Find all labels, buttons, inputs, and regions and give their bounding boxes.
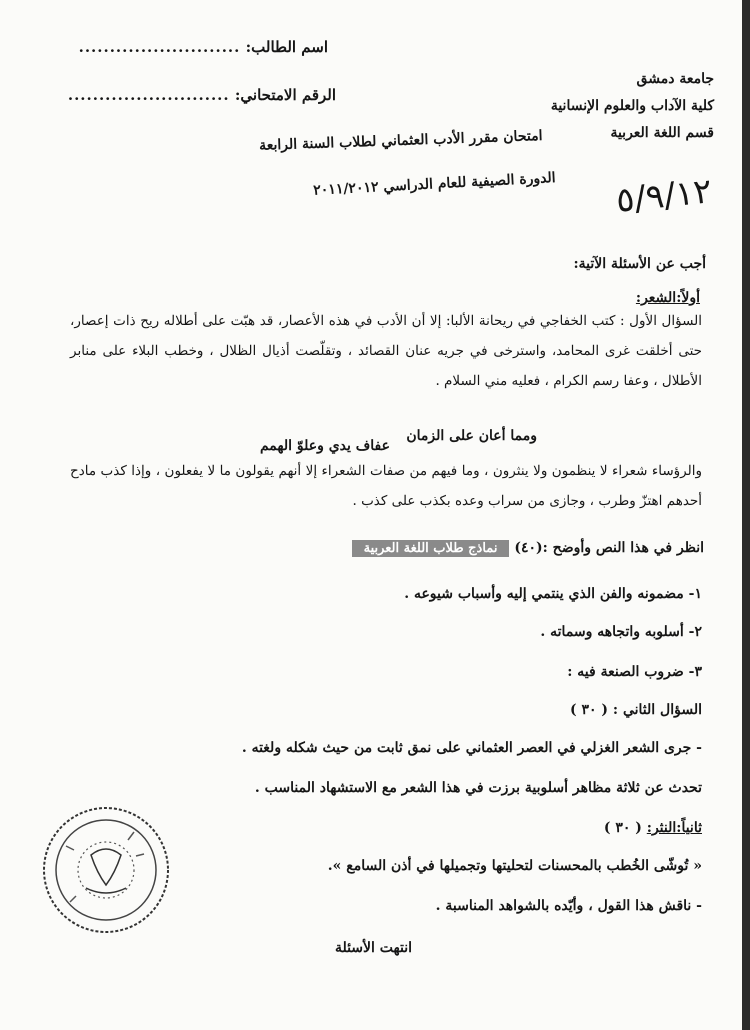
- faculty-name: كلية الآداب والعلوم الإنسانية: [550, 98, 714, 114]
- question-1-text-continued: والرؤساء شعراء لا ينظمون ولا ينثرون ، وما فيهم من صفات الشعراء إلا أنهم يقولون ما لا يفعلون ، وإذا كذب مادح أحدهم اهتزّ وطرب ، وجازى من سراب وعده بكذب على كذب .: [70, 463, 702, 509]
- question-item-2: ٢- أسلوبه واتجاهه وسماته .: [540, 624, 702, 640]
- analyze-prompt-line: [324, 540, 704, 557]
- exam-number-dots: ..........................: [67, 86, 230, 104]
- student-name-label: اسم الطالب:: [245, 38, 328, 56]
- question-item-3: ٣- ضروب الصنعة فيه :: [567, 664, 702, 680]
- university-header: [551, 66, 714, 147]
- end-of-questions: انتهت الأسئلة: [334, 940, 412, 956]
- question-2-heading: السؤال الثاني : ( ٣٠ ): [570, 702, 702, 718]
- student-name-line: [79, 38, 328, 56]
- exam-session: الدورة الصيفية للعام الدراسي ٢٠١١/٢٠١٢: [313, 170, 557, 199]
- section-prose-label: ثانياً:النثر:: [646, 820, 702, 836]
- section-poetry-heading: أولاً:الشعر:: [635, 290, 700, 306]
- question-1-text: السؤال الأول : كتب الخفاجي في ريحانة الألبا: إلا أن الأدب في هذه الأعصار، قد هبّت على أطلاله ريح ذات إعصار، حتى أخلقت غرى المحامد، واسترخى في جريه عنان القصائد ، وتقلّصت أذيال الظلال ، وخطب البلاء على منابر الأطلال ، وعفا رسم الكرام ، فعليه مني السلام .: [70, 313, 702, 389]
- section-prose-marks: ( ٣٠ ): [603, 820, 642, 836]
- course-title: امتحان مقرر الأدب العثماني لطلاب السنة الرابعة: [258, 128, 543, 154]
- analyze-prompt: انظر في هذا النص وأوضح :(٤٠): [514, 540, 704, 556]
- handwritten-date: ٥/٩/١٢: [614, 171, 714, 221]
- question-2-text: - جرى الشعر الغزلي في العصر العثماني على نمق ثابت من حيث شكله ولغته .: [241, 740, 702, 756]
- exam-number-label: الرقم الامتحاني:: [234, 86, 336, 104]
- exam-number-line: [68, 86, 336, 104]
- department-stamp: نماذج طلاب اللغة العربية: [352, 540, 510, 557]
- verse-second-half: عفاف يدي وعلوّ الهمم: [259, 438, 390, 454]
- section-prose-heading: [604, 820, 702, 836]
- prose-task: - ناقش هذا القول ، وأيّده بالشواهد المناسبة .: [435, 898, 702, 914]
- student-name-dots: ..........................: [78, 38, 241, 56]
- prose-quote: « تُوشّى الخُطب بالمحسنات لتحليتها وتجميلها في أذن السامع ».: [327, 858, 702, 874]
- instructions: أجب عن الأسئلة الآتية:: [573, 256, 706, 272]
- verse-first-half: ومما أعان على الزمان: [406, 428, 537, 444]
- question-2-task: تحدث عن ثلاثة مظاهر أسلوبية برزت في هذا الشعر مع الاستشهاد المناسب .: [254, 780, 702, 796]
- university-name: جامعة دمشق: [636, 71, 714, 87]
- question-item-1: ١- مضمونه والفن الذي ينتمي إليه وأسباب شيوعه .: [404, 586, 702, 602]
- university-seal-icon: [36, 800, 176, 940]
- department-name: قسم اللغة العربية: [610, 125, 714, 141]
